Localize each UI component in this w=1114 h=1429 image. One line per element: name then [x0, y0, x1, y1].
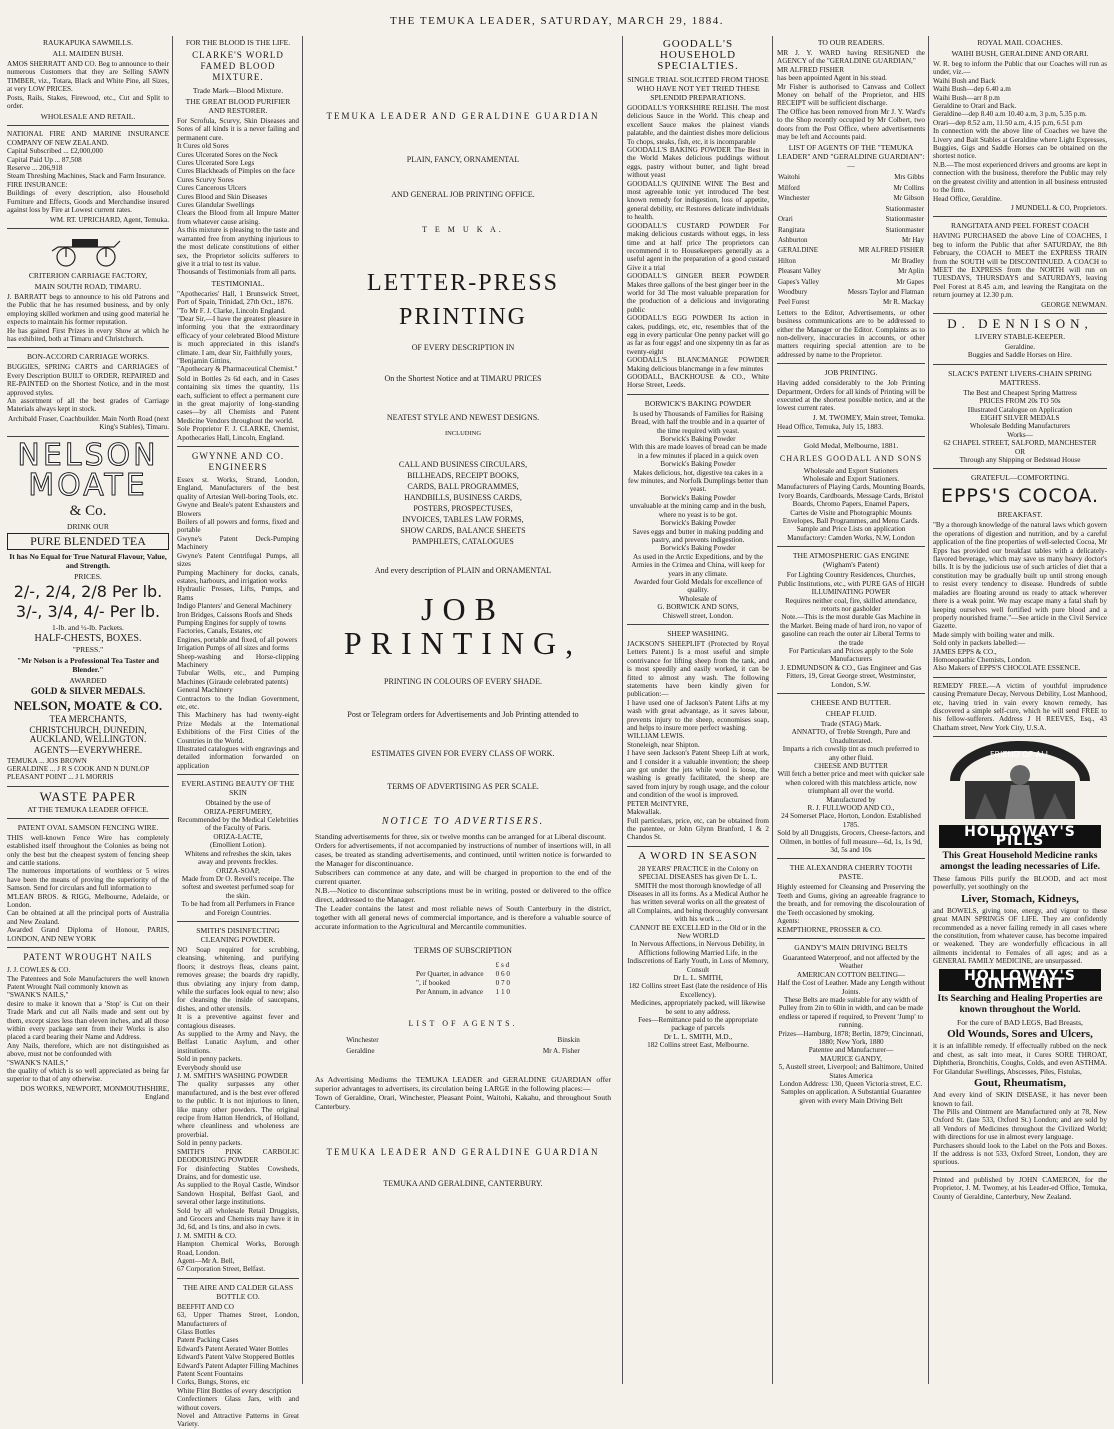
borwick-ad	[627, 399, 769, 620]
divider	[777, 363, 925, 364]
word-in-season-ad	[627, 851, 769, 1050]
agent-name: Mr Collins	[893, 183, 924, 192]
agent-name: Mrs Gibbs	[894, 173, 924, 182]
agent-name: Mr Bradley	[891, 256, 924, 265]
agent-place: Gapes's Valley	[778, 277, 819, 286]
ad-body: Trade (STAG) Mark. ANNATTO, of Treble Strength, Pure and Unadulterated. Imparts a rich cowslip tint as much preferred to any other fluid. CHEESE AND BUTTER Will fetch a better price and meet with quicker sale when colored with this matchless article, now triumphant all over the world. Manufactured by R. J. FULLWOOD AND CO., 24 Somerset Place, Horton, London. Established 1785. Sold by all Druggists, Grocers, Cheese-factors, and Oilmen, in bottles of full measure—6d, 1s, 1s 9d, 3d, 5s and 10s	[777, 719, 925, 855]
goodall-ad	[627, 39, 769, 390]
agent-place: Winchester	[778, 194, 810, 203]
nelson-press: "PRESS."	[72, 644, 104, 654]
divider	[777, 436, 925, 437]
column-rule	[928, 36, 929, 1384]
nelson-merchants: TEA MERCHANTS,	[49, 713, 127, 724]
agent-row	[777, 172, 925, 182]
nelson-boxes: HALF-CHESTS, BOXES.	[34, 632, 142, 644]
plain-ornamental: And every description of PLAIN and ORNAMENTAL	[374, 566, 552, 575]
agent-row	[340, 1036, 586, 1045]
nelson-name: NELSON, MOATE & CO.	[13, 697, 163, 713]
divider	[7, 786, 169, 787]
spacer	[307, 240, 619, 258]
agent-place: Hilton	[778, 256, 796, 265]
agent-row	[777, 193, 925, 203]
agent-name: Stationmaster	[885, 225, 924, 234]
ad-title: RANGITATA AND PEEL FOREST COACH	[950, 221, 1089, 231]
ad-subtitle: THE GREAT BLOOD PURIFIER AND RESTORER.	[185, 97, 291, 115]
driving-belts-ad	[777, 943, 925, 1105]
ad-title: CHARLES GOODALL AND SONS	[779, 453, 923, 463]
column-4	[624, 36, 772, 1384]
ad-title: TO OUR READERS.	[817, 38, 885, 47]
gold-medal: Gold Medal, Melbourne, 1881.	[803, 440, 899, 450]
bon-accord-ad	[7, 352, 169, 431]
smith-powder-ad	[177, 926, 299, 1274]
nelson-moate-ad	[7, 437, 169, 782]
ad-body: W. R. beg to inform the Public that our Coaches will run as under, viz.— Waihi Bush and Back Waihi Bush—dep 6.40 a.m Waihi Bush—arr 8 p.m Geraldine to Orari and Back. Geraldine—dep 8.40 a.m 10.40 a.m, 3 p.m, 5.35 p.m. Orari—dep 8.52 a.m, 11.50 a.m, 4.15 p.m, 6.51 p.m In connection with the above line of Coaches we have the Livery and Bait Stables at Geraldine where Light Expresses, Buggies, Gigs and Saddle Horses can be obtained on the shortest notice. N.B.—The most experienced drivers and grooms are kept in connection with the business, therefore the Public may rely on the greatest civility and attention in all business entrusted to the firm. Head Office, Geraldine.	[933, 60, 1107, 203]
nelson-drink: DRINK OUR	[67, 521, 109, 531]
imprint: Printed and published by JOHN CAMERON, for the Proprietor, J. M. Twomey, at his Leader-ed Office, Temuka, County of Geraldine, Canterbury, New Zealand.	[933, 1175, 1107, 1201]
ad-signature: J MUNDELL & CO, Proprietors.	[1011, 203, 1107, 212]
holloway-illustration	[945, 741, 1095, 821]
agent-place: Peel Forest	[778, 298, 810, 307]
paper-place-footer: TEMUKA AND GERALDINE, CANTERBURY.	[383, 1179, 543, 1188]
trademark: Trade Mark—Blood Mixture.	[192, 86, 284, 95]
agent-row	[777, 266, 925, 276]
agent-row	[777, 277, 925, 287]
ad-breakfast: BREAKFAST.	[997, 510, 1043, 520]
ad-body: J. BARRATT begs to announce to his old Patrons and the Public that he has resumed business, and by only employing skilled workmen and using good material he expects to maintain his former reputation. He has gained First Prizes in every Show at which he has exhibited, both at Timaru and Christchurch.	[7, 292, 169, 343]
nelson-agents: AGENTS—EVERYWHERE.	[33, 744, 143, 755]
agent-row	[777, 225, 925, 235]
ad-title: GANDY'S MAIN DRIVING BELTS	[794, 942, 908, 952]
shortest-notice: On the Shortest Notice and at TIMARU PRICES	[384, 374, 542, 383]
ad-title: WASTE PAPER	[39, 788, 137, 804]
column-2	[174, 36, 302, 1429]
ad-footer: WHOLESALE AND RETAIL.	[40, 112, 136, 122]
ad-title: RAUKAPUKA SAWMILLS.	[42, 38, 134, 47]
every-description: OF EVERY DESCRIPTION IN	[411, 343, 515, 352]
glass-bottle-ad	[177, 1283, 299, 1429]
ad-body: Highly esteemed for Cleansing and Preserving the Teeth and Gums, giving an agreeable fragrance to the breath, and for removing the discolouration of the Teeth occasioned by smoking. Agents: KEMPTHORNE, PROSSER & CO.	[777, 883, 925, 934]
ad-body: BUGGIES, SPRING CARTS and CARRIAGES of Every Description BUILT to ORDER, REPAIRED and RE-PAINTED on the Shortest Notice, and in the most approved styles. An assortment of all the best grades of Carriage Materials always kept in stock.	[7, 363, 169, 414]
ad-title: BORWICK'S BAKING POWDER	[644, 398, 752, 408]
nelson-logo-line: MOATE	[28, 467, 148, 503]
ad-title: CHEESE AND BUTTER.	[811, 697, 891, 707]
ad-title: SLACK'S PATENT LIVERS-CHAIN SPRING MATTRESS.	[948, 368, 1092, 387]
ad-body: The Best and Cheapest Spring Mattress PRICES FROM 20s TO 50s Illustrated Catalogue on Application EIGHT SILVER MEDALS Wholesale Bedding Manufacturers Works— 62 CHAPEL STREET, SALFORD, MANCHESTER OR Through any Shipping or Bedstead House	[943, 388, 1097, 465]
subscription-header	[410, 961, 516, 970]
divider	[7, 436, 169, 437]
ad-subtitle: MAIN SOUTH ROAD, TIMARU.	[34, 281, 142, 291]
divider	[933, 468, 1107, 469]
agent-name: Stationmaster	[885, 204, 924, 213]
column-1	[4, 36, 172, 1384]
spacer	[307, 36, 619, 106]
nelson-tagline: It has No Equal for True Natural Flavour, Value, and Strength.	[9, 551, 167, 570]
estimates: ESTIMATES GIVEN FOR EVERY CLASS OF WORK.	[371, 749, 555, 758]
ad-signature: GEORGE NEWMAN.	[1041, 300, 1107, 309]
ad-title: THE AIRE AND CALDER GLASS BOTTLE CO.	[182, 1282, 294, 1301]
holloway-gout: Gout, Rheumatism,	[974, 1077, 1066, 1090]
agent-row	[340, 1047, 586, 1056]
pence: 0	[506, 988, 510, 996]
epps-cocoa-ad	[933, 473, 1107, 672]
ad-title: THE ALEXANDRA CHERRY TOOTH PASTE.	[789, 863, 913, 882]
mail-coaches-ad	[933, 38, 1107, 212]
testimonial-label: TESTIMONIAL.	[211, 278, 265, 288]
divider	[7, 947, 169, 948]
agent-place: Milford	[778, 183, 800, 192]
nelson-medals: GOLD & SILVER MEDALS.	[30, 685, 146, 696]
agent-place: Ashburton	[778, 235, 808, 244]
agent-name: Mr Aplin	[898, 267, 924, 276]
subscription-title: TERMS OF SUBSCRIPTION	[414, 946, 512, 955]
agent-row	[777, 245, 925, 255]
pence: 0	[506, 979, 510, 987]
ad-title: EVERLASTING BEAUTY OF THE SKIN	[181, 779, 295, 798]
subscription-table	[410, 961, 516, 997]
ad-title: ROYAL MAIL COACHES.	[977, 38, 1063, 47]
ad-body: Wholesale and Export Stationers Wholesale and Export Stationers. Manufacturers of Playing Cards, Mounting Boards, Ivory Boards, Cardboards, Message Cards, Bristol Boards, Chromo Papers, Enamel Papers, Cartes de Visite and Photographic Mounts Envelopes, Ball Programmes, and Menu Cards. Sample and Price Lists on application Manufactory: Camden Works, N.W, London	[777, 466, 925, 542]
subscription-price	[490, 988, 516, 997]
oriza-ad	[177, 779, 299, 917]
gas-engine-ad	[777, 551, 925, 689]
letters-notice: Letters to the Editor, Advertisements, or other business communications are to be addressed to either the Manager or the Editor. Complaints as to non-delivery, inaccuracies in accounts, or other matters requiring special attention are to be addressed by name to the Proprietor.	[777, 308, 925, 359]
column-rule	[302, 36, 303, 1384]
ad-body: MR J. Y. WARD having RESIGNED the AGENCY of the "GERALDINE GUARDIAN," MR ALFRED FISHER has been appointed Agent in his stead. Mr Fisher is authorised to Canvass and Collect Money on behalf of the Proprietor, and HIS RECEIPT will be sufficient discharge. The Office has been removed from Mr J. Y. Ward's to the Shop recently occupied by Mr Colbert, two doors from the Post Office, where advertisements may be left and Accounts paid.	[777, 49, 925, 142]
holloway-for: For the cure of BAD LEGS, Bad Breasts,	[957, 1018, 1083, 1028]
annatto-ad	[777, 698, 925, 855]
spacer	[307, 444, 619, 454]
subscription-label: Per Quarter, in advance	[416, 970, 484, 978]
ad-subtitle: LIVERY STABLE-KEEPER.	[974, 331, 1066, 341]
ad-body: Is used by Thousands of Families for Raising Bread, with half the trouble and in a quarter of the time required with yeast. Borwick's Baking Powder With this are made loaves of bread can be made in a few minutes if placed in a quick oven Borwick's Baking Powder Makes delicious, hot, digestive tea cakes in a few minutes, and Norfolk Dumplings better than yeast. Borwick's Baking Powder unvaluable at the mining camp and in the bush, where no yeast is to be got. Borwick's Baking Powder Saves eggs and butter in making pudding and pastry, and prevents indigestion. Borwick's Baking Powder As used in the Arctic Expeditions, and by the Armies in the Crimea and China, will keep for years in any climate. Awarded four Gold Medals for excellence of quality. Wholesale of G. BORWICK AND SONS, Chiswell street, London.	[628, 409, 768, 620]
divider	[777, 938, 925, 939]
notice-title: NOTICE TO ADVERTISERS.	[381, 816, 545, 827]
agent-place: Waitohi	[778, 173, 800, 182]
holloway-ad	[933, 741, 1107, 1167]
agents-table	[338, 1034, 588, 1058]
ad-body: For Lighting Country Residences, Churches, Public Institutions, etc., with PURE GAS of HIGH ILLUMINATING POWER Requires neither coal, fire, skilled attendance, retorts nor gasholder Note.—This is the most durable Gas Machine in the Market. Being made of hard iron, no vapor of gasoline can reach the outer air Liberal Terms to the trade For Particulars and Prices apply to the Sole Manufacturers J. EDMUNDSON & CO., Gas Engineer and Gas Fitters, 19, Great George street, Westminster, London, S.W.	[777, 571, 925, 689]
divider	[777, 693, 925, 694]
job-printing-ad	[777, 368, 925, 431]
divider	[933, 1171, 1107, 1172]
ad-title: D. DENNISON,	[947, 315, 1093, 331]
agent-place: Pleasant Valley	[778, 267, 821, 276]
divider	[933, 313, 1107, 314]
nelson-awarded: AWARDED	[69, 675, 107, 685]
agent-row	[777, 235, 925, 245]
printing-list: CALL AND BUSINESS CIRCULARS, BILLHEADS, RECEIPT BOOKS, CARDS, BALL PROGRAMMES, HANDBILLS, BUSINESS CARDS, POSTERS, PROSPECTUSES, INVOICES, TABLES LAW FORMS, SHOW CARDS, BALANCE SHEETS PAMPHLETS, CATALOGUES	[398, 460, 528, 546]
ad-body: NO Soap required for scrubbing, cleansing, whitening, and purifying floors; it destroys fleas, cleans paint, removes grease; the boards dry rapidly, thus obviating any injury from damp, while the surfaces look equal to new; also for cleansing the inside of saucepans, dishes, and other utensils. It is a preventive against fever and contagious diseases. As supplied to the Army and Navy, the Belfast Lunatic Asylum, and other institutions. Sold in penny packets. Everybody should use J. M. SMITH'S WASHING POWDER The quality surpasses any other manufactured, and is the best ever offered to the public. It is not injurious to linen, like many other powders. The original recipe from Hatton Hendrick, of Holland, where cleanliness and wholeness are proverbial. Sold in penny packets. SMITH'S PINK CARBOLIC DEODORISING POWDER For disinfecting Stables Cowsheds, Drains, and for domestic use. As supplied to the Royal Castle, Windsor Sandown Hospital, Belfast Gaol, and several other large institutions. Sold by all wholesale Retail Druggists, and Grocers and Chemists may have it in 3d, 6d, and 1s tins, and also in cwts. J. M. SMITH & CO. Hampton Chemical Works, Borough Road, London. Agent—Mr A. Bell, 67 Corporation Street, Belfast.	[177, 945, 299, 1274]
agent-row	[777, 183, 925, 193]
nelson-cities: CHRISTCHURCH, DUNEDIN, AUCKLAND, WELLINGTON.	[29, 724, 147, 744]
carriage-illustration	[48, 233, 128, 267]
divider	[627, 394, 769, 395]
agent-place: Rangitata	[778, 225, 805, 234]
divider	[933, 216, 1107, 217]
agent-name: Mr Gibson	[893, 194, 924, 203]
remedy-free-ad	[933, 682, 1107, 732]
divider	[7, 818, 169, 819]
pounds: 1	[495, 988, 500, 996]
nelson-quote: "Mr Nelson is a Professional Tea Taster and Blender."	[17, 655, 159, 674]
ad-title: PATENT WROUGHT NAILS	[23, 952, 153, 963]
agent-row	[777, 256, 925, 266]
ad-body: and BOWELS, giving tone, energy, and vigour to these great MAIN SPRINGS OF LIFE. They are confidently recommended as a never failing remedy in all cases where the constitution, from whatever cause, has become impaired or weakened. They are wonderfully efficacious in all ailments incidental to Females of all ages; and as a GENERAL FAMILY MEDICINE, are unsurpassed.	[933, 906, 1107, 966]
nelson-logo-line: NELSON	[17, 437, 159, 473]
nelson-price-row: 2/-, 2/4, 2/8 Per lb.	[13, 581, 163, 601]
spacer	[307, 358, 619, 368]
shillings: 1	[500, 988, 505, 996]
holloway-sores: Old Wounds, Sores and Ulcers,	[947, 1028, 1093, 1041]
subscription-row	[410, 988, 516, 997]
ad-signature: WM. RT. UPRICHARD, Agent, Temuka.	[49, 215, 169, 224]
pounds: 0	[495, 970, 500, 978]
peel-forest-coach-ad	[933, 221, 1107, 309]
ad-body: These famous Pills purify the BLOOD, and act most powerfully, yet soothingly on the	[933, 875, 1107, 892]
ad-signature: J. M. TWOMEY, Main street, Temuka.	[812, 413, 925, 422]
spacer	[307, 389, 619, 407]
holloway-ointment-banner: HOLLOWAY'S OINTMENT	[939, 969, 1101, 992]
agent-place: Orari	[778, 215, 793, 224]
agent-row	[777, 297, 925, 307]
ad-title: GWYNNE AND CO. ENGINEERS	[191, 451, 285, 473]
ad-title: SHEEP WASHING.	[667, 628, 729, 638]
agent-name: Binskin	[557, 1036, 580, 1044]
gwynne-ad	[177, 451, 299, 770]
ad-body: HAVING PURCHASED the above Line of COACHES, I beg to inform the Public that after SATURDAY, the 8th February, the COACH to MEET the EXPRESS TRAIN from the SOUTH will be DISCONTINUED. A COACH to MEET the EXPRESS from the NORTH will run on TUESDAYS, THURSDAYS and SATURDAYS, leaving Peel Forest at 8.45 a.m, and leaving the Rangitata on the return journey at 12.30 p.m.	[933, 232, 1107, 300]
pounds: 0	[495, 979, 500, 987]
ad-head-office: Head Office, Temuka, July 15, 1883.	[777, 423, 884, 432]
waste-paper-ad	[7, 788, 169, 814]
spacer	[307, 205, 619, 219]
ad-body: Guaranteed Waterproof, and not affected by the Weather AMERICAN COTTON BELTING— Half the Cost of Leather. Made any Length without Joints. These Belts are made suitable for any width of Pulley from 2in to 60in in width, and can be made endless or tapered if required, to Prevent 'Jump' to running. Prizes—Hamburg, 1878; Berlin, 1879; Cincinnati, 1880; New York, 1880 Patentee and Manufacturer— MAURICE GANDY, 5, Austell street, Liverpool; and Baltimore, United States America London Address: 130, Queen Victoria street, E.C. Samples on application. A Substantial Guarantee given with every Main Driving Belt	[777, 953, 925, 1105]
agent-place: GERALDINE	[778, 246, 819, 255]
agent-row	[777, 204, 925, 214]
spacer	[307, 692, 619, 704]
divider	[177, 921, 299, 922]
nelson-co: & Co.	[69, 502, 107, 519]
ad-body: NATIONAL FIRE AND MARINE INSURANCE COMPANY OF NEW ZEALAND. Capital Subscribed ... £2,000,000 Capital Paid Up ... 87,508 Reserve ... 206,918 Steam Threshing Machines, Stack and Farm Insurance. FIRE INSURANCE: Buildings of every description, also Household Furniture and Effects, Goods and Merchandise insured against loss by Fire at Lowest current rates.	[7, 130, 169, 215]
agent-place: Geraldine	[346, 1047, 375, 1055]
agent-name: Mr R. Mackay	[882, 298, 924, 307]
ad-sold: Sold in Bottles 2s 6d each, and in Cases containing six times the quantity, 11s each, sufficient to effect a permanent cure in the great majority of long-standing cases—by all Chemists and Patent Medicine Vendors throughout the world. Sole Proprietor F. J. CLARKE, Chemist, Apothecaries Hall, Lincoln, England.	[177, 374, 299, 442]
holloway-props: Its Searching and Healing Properties are known throughout the World.	[937, 994, 1103, 1016]
including-label: INCLUDING	[444, 430, 482, 437]
subscription-label: Per Annum, in advance	[416, 988, 484, 996]
tooth-paste-ad	[777, 863, 925, 933]
subscription-header-blank	[410, 961, 490, 970]
ad-body: Having added considerably to the Job Printing Department, Orders for all kinds of Printing will be executed at the shortest possible notice, and at the lowest current rates.	[777, 379, 925, 413]
ad-body: For Scrofula, Scurvy, Skin Diseases and Sores of all kinds it is a never failing and permanent cure. It Cures old Sores Cures Ulcerated Sores on the Neck Cures Ulcerated Sore Legs Cures Blackheads of Pimples on the face Cures Scurvy Sores Cures Cancerous Ulcers Cures Blood and Skin Diseases Cures Glandular Swellings Clears the Blood from all Impure Matter from whatever cause arising. As this mixture is pleasing to the taste and warranted free from anything injurious to the most delicate constitutions of either sex, the Proprietor solicits sufferers to give it a trial to test its value. Thousands of Testimonials from all parts.	[177, 117, 299, 277]
pence: 0	[506, 970, 510, 978]
agent-name: Mr Gapes	[896, 277, 924, 286]
divider	[7, 228, 169, 229]
ad-body: JACKSON'S SHEEPLIFT (Protected by Royal Letters Patent.) Is a most useful and simple contrivance for lifting sheep from the tank, and is most speedily and easily worked, it can be fitted to almost any wash. The following statements have been kindly given for publication:— I have used one of Jackson's Patent Lifts at my wash with great advantage, as it saves labour, prevents injury to the sheep, economises soap, and helps to insure more perfect washing. WILLIAM LEWIS. Stoneleigh, near Shipton. I have seen Jackson's Patent Sheep Lift at work, and I consider it a valuable invention; the sheep are got under the jets while wool is loose, the washing is greatly facilitated, the sheep are saved from injury by rough usage, and the colour and condition of the wool is improved. PETER McINTYRE, Makwallak. Full particulars, price, etc, can be obtained from the patentee, or John Glynn Branford, 1 & 2 Chandos St.	[627, 639, 769, 842]
ad-title: CRITERION CARRIAGE FACTORY,	[28, 270, 148, 280]
column-3	[304, 36, 622, 1384]
ad-subtitle: WAIHI BUSH, GERALDINE AND ORARI.	[951, 49, 1089, 58]
subscription-row	[410, 979, 516, 988]
ad-body: J. J. COWLES & CO. The Patentees and Sole Manufacturers the well known Patent Wrought Nail commonly known as "SWANK'S NAILS," desire to make it known that a 'Stop' is Cut on their Trade Mark and cut all Nails made and sent out by them, except sizes less than eleven inches, and all those within every package sent from their Works is also placed a card bearing their Name and Address. Any Nails, therefore, which are not distinguished as above, must not be confounded with "SWANK'S NAILS," the quality of which is so well appreciated as being far superior to that of any otherwise.	[7, 966, 169, 1084]
ad-body: Obtained by the use of ORIZA-PERFUMERY, Recommended by the Medical Celebrities of the Faculty of Paris. ORIZA-LACTE, (Emollient Lotion). Whitens and refreshes the skin, takes away and prevents freckles. ORIZA-SOAP, Made from Dr O. Reveil's receipe. The softest and sweetest perfumed soap for the skin. To be had from all Perfumers in France and Foreign Countries.	[177, 799, 299, 917]
nelson-price-row: 3/-, 3/4, 4/- Per lb.	[15, 601, 161, 621]
ad-grateful: GRATEFUL—COMFORTING.	[970, 473, 1070, 483]
ad-body: AMOS SHERRATT AND CO. Beg to announce to their numerous Customers that they are Selling SAWN TIMBER, viz., Totara, Black and White Pine, all Sizes, at very LOW PRICES. Posts, Rails, Stakes, Firewood, etc., Cut and Split to order.	[7, 60, 169, 111]
printing-place: T E M U K A.	[422, 225, 504, 234]
job-printing-title: JOB PRINTING,	[343, 591, 583, 661]
wrought-nails-ad	[7, 952, 169, 1102]
subscription-row	[410, 970, 516, 979]
agents-list-title: LIST OF AGENTS OF THE "TEMUKA LEADER" AND "GERALDINE GUARDIAN":—	[777, 143, 925, 171]
advertising-mediums: As Advertising Mediums the TEMUKA LEADER and GERALDINE GUARDIAN offer superior advantages to advertisers, its circulation being LARGE in the following places:— Town of Geraldine, Orari, Winchester, Pleasant Point, Waitohi, Kakahu, and throughout South Canterbury.	[315, 1075, 611, 1111]
spacer	[307, 997, 619, 1013]
ad-title: THE ATMOSPHERIC GAS ENGINE (Wigham's Patent)	[792, 551, 910, 570]
ad-body: Geraldine. Buggies and Saddle Horses on Hire.	[967, 342, 1073, 360]
testimonial-body: "Apothecaries' Hall, 1 Brunswick Street, Port of Spain, Trinidad, 27th Oct., 1876. "To Mr F. J. Clarke, Lincoln England. "Dear Sir,—I have the greatest pleasure in informing you that the extraordinary efficacy of your celebrated Blood Mixture is much appreciated in this island's climate. I am, dear Sir, Faithfully yours, "Benjamin Gittins, "Apothecary & Pharmaceutical Chemist."	[177, 289, 299, 374]
masthead: THE TEMUKA LEADER, SATURDAY, MARCH 29, 1884.	[389, 15, 725, 27]
ad-subtitle: SINGLE TRIAL SOLICITED FROM THOSE WHO HAVE NOT YET TRIED THESE SPLENDID PREPARATIONS.	[627, 75, 769, 102]
paper-name-footer: TEMUKA LEADER AND GERALDINE GUARDIAN	[326, 1147, 600, 1157]
ad-title: GOODALL'S HOUSEHOLD SPECIALTIES.	[657, 38, 739, 72]
agent-place: Woodbury	[778, 287, 808, 296]
shillings: 6	[500, 970, 505, 978]
spacer	[307, 764, 619, 776]
agent-name: Mr A. Fisher	[542, 1047, 580, 1055]
ad-body: AT THE TEMUKA LEADER OFFICE.	[27, 804, 149, 814]
post-orders: Post or Telegram orders for Advertisements and Job Printing attended to	[347, 710, 579, 719]
blood-mixture-ad	[177, 38, 299, 442]
holloway-organs: Liver, Stomach, Kidneys,	[961, 892, 1079, 905]
spacer	[307, 932, 619, 940]
friend-of-all-text: FRIEND OF ALL	[989, 750, 1051, 760]
holloway-title: This Great Household Medicine ranks amongst the leading necessaries of Life.	[940, 851, 1100, 872]
divider	[177, 1278, 299, 1279]
insurance-ad	[7, 130, 169, 223]
printing-office: AND GENERAL JOB PRINTING OFFICE.	[391, 190, 535, 199]
divider	[177, 446, 299, 447]
subscription-price	[490, 979, 516, 988]
nelson-prices-label: PRICES.	[74, 571, 102, 581]
divider	[7, 347, 169, 348]
spacer	[307, 797, 619, 811]
divider	[7, 125, 169, 126]
spacer	[307, 127, 619, 149]
divider	[777, 546, 925, 547]
agents-title: LIST OF AGENTS.	[408, 1019, 518, 1028]
sawmills-ad	[7, 38, 169, 121]
holloway-pills-banner: HOLLOWAY'S PILLS	[939, 825, 1101, 848]
spacer	[307, 1058, 619, 1074]
ad-title: FOR THE BLOOD IS THE LIFE.	[185, 38, 291, 47]
ad-body: "By a thorough knowledge of the natural laws which govern the operations of digestion and nutrition, and by a careful application of the fine properties of well-selected Cocoa, Mr Epps has provided our breakfast tables with a delicately-flavored beverage, which may save us many heavy doctor's bills. It is by the judicious use of such articles of diet that a constitution may be gradually built up until strong enough to resist every tendency to disease. Hundreds of subtle maladies are floating around us ready to attack wherever there is a weak point. We may escape many a fatal shaft by keeping ourselves well fortified with pure blood and a properly nourished frame."—See article in the Civil Service Gazette. Made simply with boiling water and milk. Sold only in packets labelled:— JAMES EPPS & CO., Homoeopathic Chemists, London. Also Makers of EPPS'S CHOCOLATE ESSENCE.	[933, 521, 1107, 673]
ad-title: SMITH'S DISINFECTING CLEANING POWDER.	[196, 925, 280, 944]
colours: PRINTING IN COLOURS OF EVERY SHADE.	[384, 677, 542, 686]
notice-body: Standing advertisements for three, six or twelve months can be arranged for at Liberal discount. Orders for advertisements, if not accompanied by instructions of number of insertions will, in all cases, be treated as standing advertisements, and continued, until written notice is forwarded to the Manager for discontinuance. Subscribers can commence at any date, and will be charged in proportion to the end of the current quarter. N.B.—Notice to discontinue subscriptions must be in writing, posted or delivered to the office direct, addressed to the Manager. The Leader contains the latest and most reliable news of South Canterbury in the district, together with all general news of commercial importance, and is therefore a valuable source of accurate information to the Agricultural and Mercantile communities.	[315, 832, 611, 931]
sheep-washing-ad	[627, 629, 769, 842]
agent-place	[777, 204, 831, 214]
epps-title: EPPS'S COCOA.	[940, 485, 1100, 508]
ad-brand: CLARKE'S WORLD FAMED BLOOD MIXTURE.	[192, 50, 284, 82]
ad-subtitle: CHEAP FLUID.	[825, 708, 877, 718]
column-rule	[622, 36, 623, 1384]
divider	[627, 624, 769, 625]
ad-signature: Archibald Fraser, Coachbuilder. Main North Road (next King's Stables), Timaru.	[8, 414, 169, 432]
column-rule	[772, 36, 773, 1384]
agent-name: Mr Hay	[902, 235, 924, 244]
livery-ad	[933, 315, 1107, 360]
neatest-style: NEATEST STYLE AND NEWEST DESIGNS.	[386, 413, 540, 422]
agents5-table	[777, 172, 925, 307]
ad-body: GOODALL'S YORKSHIRE RELISH. The most delicious Sauce in the World. This cheap and excellent Sauce makes the plainest viands palatable, and the daintiest dishes more delicious To chops, steaks, fish, etc, it is incomparable GOODALL'S BAKING POWDER The Best in the World Makes delicious puddings without eggs, pastry without butter, and light bread without yeast GOODALL'S QUININE WINE The Best and most agreeable tonic yet introduced The best known remedy for indigestion, loss of appetite, general debility, etc Restores delicate individuals to health. GOODALL'S CUSTARD POWDER For making delicious custards without eggs, in less time and at half price The proprietors can recommend it to Housekeepers generally as a useful agent in the preparation of a good custard Give it a trial GOODALL'S GINGER BEER POWDER Makes three gallons of the best ginger beer in the world for 3d The most valuable preparation for the production of a delicious and invigorating public GOODALL'S EGG POWDER Its action in cakes, puddings, etc, etc, resembles that of the egg in every particular One penny packet will go as far as four eggs! and one sixpenny tin as far as twenty-eight GOODALL'S BLANCMANGE POWDER Making delicious blancmange in a few minutes GOODALL, BACKHOUSE & CO., White Horse Street, Leeds.	[627, 104, 769, 390]
ad-body: THIS well-known Fence Wire has completely established itself throughout the Colonies as being not only the best but the cheapest system of fencing sheep and cattle stations. The numerous importations of worthless or 5 wires have been the means of proving the superiority of the Samson. Send for circulars and full information to M'LEAN BROS. & RIGG, Melbourne, Adelaide, or London. Can be obtained at all the principal ports of Australia and New Zealand. Awarded Grand Diploma of Honour, PARIS, LONDON, AND NEW YORK	[7, 833, 169, 943]
column-5	[774, 36, 928, 1384]
printing-plain: PLAIN, FANCY, ORNAMENTAL	[406, 155, 520, 164]
agent-name: Messrs Taylor and Flatman	[847, 287, 924, 296]
subscription-header-units: £ s d	[495, 961, 510, 969]
divider	[177, 774, 299, 775]
ad-title: PATENT OVAL SAMSON FENCING WIRE.	[17, 822, 159, 832]
ad-body: Essex st. Works, Strand, London, England, Manufacturers of the best quality of Artesian Well-boring Tools, etc. Gwyne and Beale's patent Exhausters and Blowers Boilers of all powers and forms, fixed and portable Gwyne's Patent Deck-Pumping Machinery Gwyne's Patent Centrifugal Pumps, all sizes Pumping Machinery for docks, canals, estates, harbours, and irrigation works Hydraulic Presses, Lifts, Pumps, and Rams Indigo Planters' and General Machinery Iron Bridges, Caissons Roofs and Sheds Pumping Engines for supply of towns Factories, Canals, Estates, etc Engines, portable and fixed, of all powers Irrigation Pumps of all sizes and forms Sheep-washing and Horse-clipping Machinery Tubular Wells, etc., and Pumping Machines (Giraude celebrated patents) General Machinery Contractors to the Indian Government, etc, etc. This Machinery has had twenty-eight Prize Medals at the International Exhibitions of the First Cities of the Countries in the World. Illustrated catalogues with engravings and detailed information forwarded on application	[177, 476, 299, 770]
spacer	[307, 552, 619, 560]
fencing-wire-ad	[7, 823, 169, 943]
divider	[933, 677, 1107, 678]
ad-body: 28 YEARS' PRACTICE in the Colony on SPECIAL DISEASES has given Dr L. L. SMITH the most thorough knowledge of all Diseases in all its forms. As a Medical Author he has written several works on all the greatest of all Complaints, and being thoroughly conversant with his work ... CANNOT BE EXCELLED in the Old or in the New WORLD In Nervous Affections, in Nervous Debility, in Afflictions following Married Life, in the Indiscretions of Early Youth, in Loss of Memory, Consult Dr L. L. SMITH, 182 Collins street East (late the residence of His Excellency). Medicines, appropriately packed, will likewise be sent to any address. Fees—Remittance paid to the appropriate package of parcels Dr L. L. SMITH, M.D., 182 Collins street East, Melbourne.	[627, 864, 769, 1050]
charles-goodall-ad	[777, 441, 925, 543]
nelson-agent-list: TEMUKA ... JOS BROWN GERALDINE ... J R S COOK AND N DUNLOP PLEASANT POINT ... J L MORRIS	[7, 756, 150, 782]
agent-place: Winchester	[346, 1036, 379, 1044]
ad-body: BEEFFIT AND CO 63, Upper Thames Street, London, Manufacturers of Glass Bottles Patent Packing Cases Edward's Patent Aerated Water Bottles Edward's Patent Valve Stoppered Bottles Edward's Patent Adapter Filling Machines Patent Scent Fountains Corks, Bungs, Stores, etc White Flint Bottles of every description Confectioners Glass Jars, with and without covers. Novel and Attractive Patterns in Great Variety.	[177, 1302, 299, 1429]
divider	[933, 364, 1107, 365]
ad-body: And every kind of SKIN DISEASE, it has never been known to fail. The Pills and Ointment are Manufactured only at 78, New Oxford St. (late 533, Oxford St.) London; and are sold by all Vendors of Medicines throughout the Civilized World; with directions for use in almost every language. Purchasers should look to the Label on the Pots and Boxes. If the address is not 533, Oxford Street, London, they are spurious.	[933, 1091, 1107, 1167]
divider	[627, 846, 769, 847]
paper-name: TEMUKA LEADER AND GERALDINE GUARDIAN	[326, 111, 600, 121]
ad-body: it is an infallible remedy. If effectually rubbed on the neck and chest, as salt into meat, it Cures SORE THROAT, Diphtheria, Bronchitis, Coughs, Colds, and even ASTHMA. For Glandular Swellings, Abscesses, Piles, Fistulas,	[933, 1042, 1107, 1076]
divider	[777, 858, 925, 859]
terms-advertising: TERMS OF ADVERTISING AS PER SCALE.	[387, 782, 539, 791]
ad-title: A WORD IN SEASON	[638, 849, 758, 862]
nelson-tea-banner: PURE BLENDED TEA	[7, 533, 169, 550]
ad-subtitle: ALL MAIDEN BUSH.	[52, 49, 124, 58]
column-rule	[172, 36, 173, 1384]
ad-title: BON-ACCORD CARRIAGE WORKS.	[26, 352, 149, 362]
spacer	[307, 725, 619, 743]
agent-row	[777, 287, 925, 297]
subscription-label: ", if booked	[416, 979, 450, 987]
spacer	[307, 1112, 619, 1142]
subscription-price	[490, 970, 516, 979]
ad-signature: DOS WORKS, NEWPORT, MONMOUTHSHIRE, England	[20, 1084, 169, 1102]
ad-title: JOB PRINTING.	[824, 368, 878, 378]
carriage-factory-ad	[7, 271, 169, 343]
spacer	[307, 1163, 619, 1173]
nelson-packets: 1-lb. and ½-lb. Packets.	[52, 622, 124, 632]
agent-row	[777, 214, 925, 224]
spacer	[307, 170, 619, 184]
agent-name: MR ALFRED FISHER	[858, 246, 924, 255]
ad-body: REMEDY FREE.—A victim of youthful imprudence causing Premature Decay, Nervous Debility, Lost Manhood, etc, having tried in vain every known remedy, has discovered a simple self-cure, which he will send FREE to his fellow-sufferers. Address J H REEVES, Esq., 43 Chatham street, New York City, U.S.A.	[933, 681, 1107, 732]
divider	[933, 736, 1107, 737]
column-6	[930, 36, 1110, 1384]
readers-notice	[777, 38, 925, 359]
agent-name: Stationmaster	[885, 215, 924, 224]
mattress-ad	[933, 369, 1107, 465]
letterpress-title: LETTER-PRESS PRINTING	[366, 270, 559, 330]
shillings: 7	[500, 979, 505, 987]
